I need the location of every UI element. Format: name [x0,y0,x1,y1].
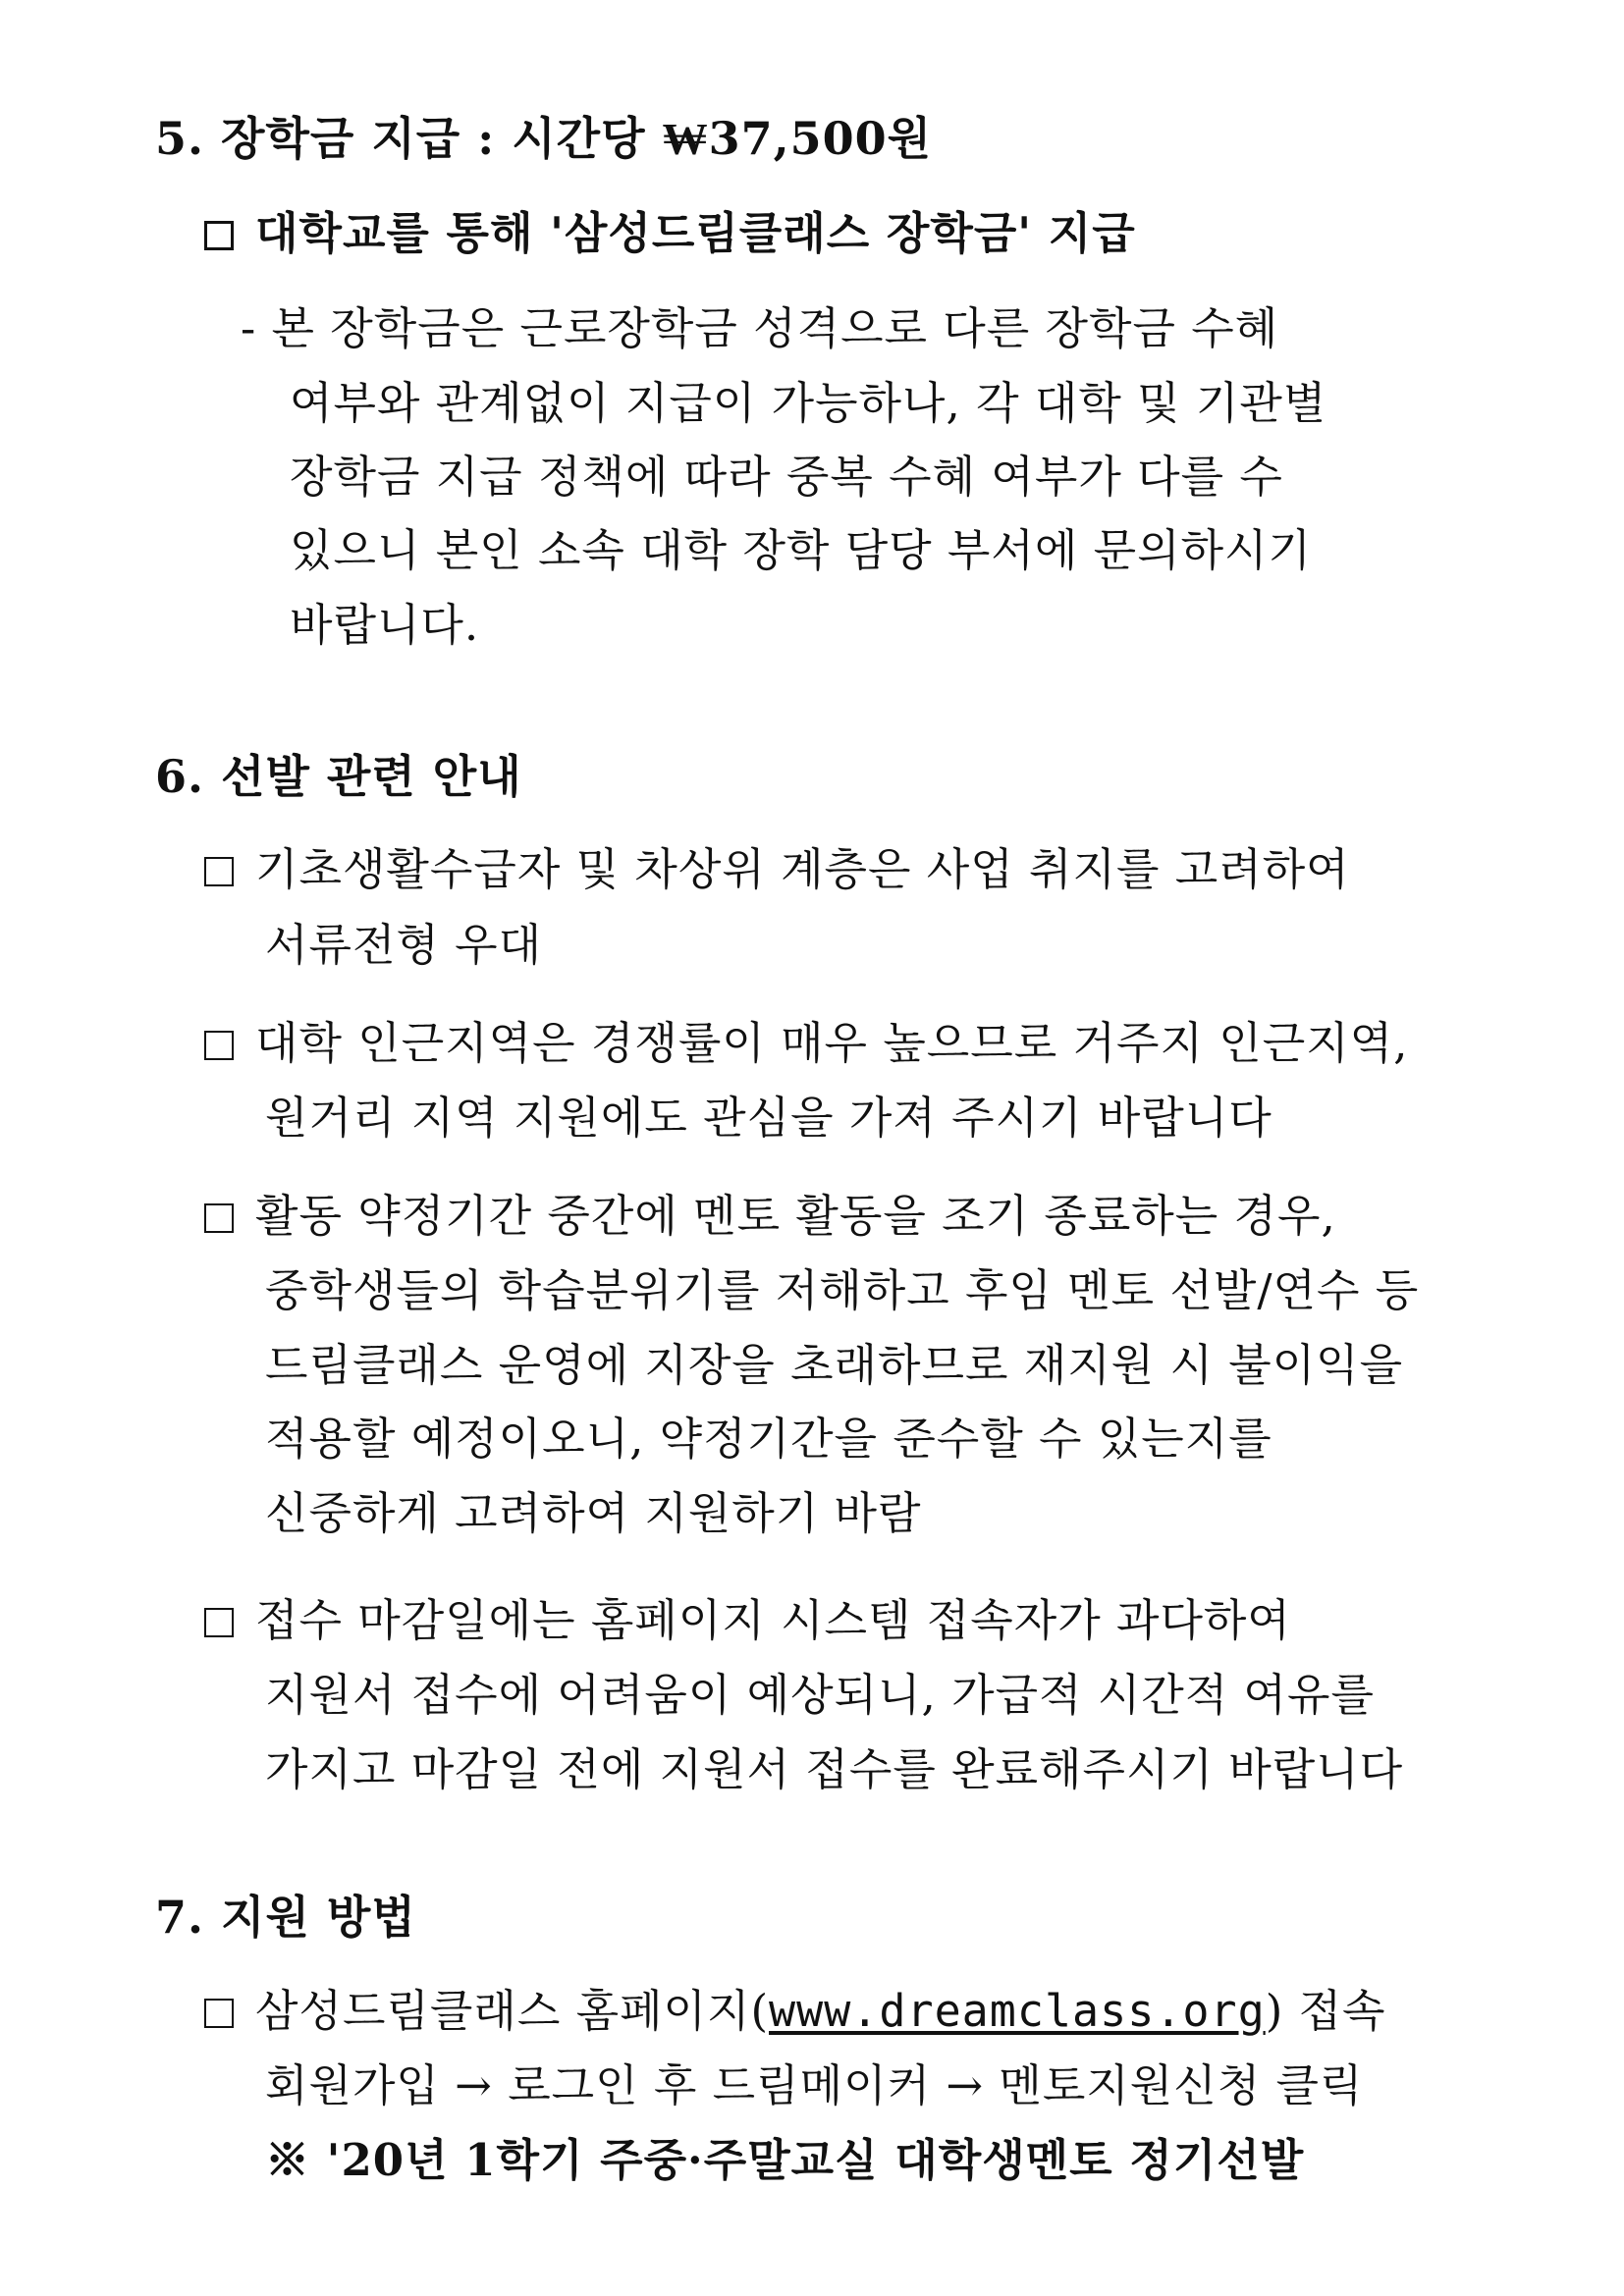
checkbox-icon [204,1608,234,1637]
checkbox-icon [204,1031,234,1060]
section-6-item-text: 서류전형 우대 [265,919,543,971]
section-6-item-text: 접수 마감일에는 홈페이지 시스템 접속자가 과다하여 [255,1594,1291,1646]
section-6-heading: 6. 선발 관련 안내 [155,750,522,803]
checkbox-icon [204,1203,234,1233]
section-6-item-text: 적용할 예정이오니, 약정기간을 준수할 수 있는지를 [265,1413,1272,1465]
section-5-note-line: 바랍니다. [290,599,480,651]
section-6-item-text: 활동 약정기간 중간에 멘토 활동을 조기 종료하는 경우, [255,1190,1336,1242]
section-7-steps: 회원가입 → 로그인 후 드림메이커 → 멘토지원신청 클릭 [265,2059,1364,2111]
section-7-item [204,1985,1386,2037]
dreamclass-link[interactable]: www.dreamclass.org [769,1985,1266,2037]
section-6-item-text: 가지고 마감일 전에 지원서 접수를 완료해주시기 바랍니다 [265,1743,1404,1795]
section-6-item-text: 중학생들의 학습분위기를 저해하고 후임 멘토 선발/연수 등 [265,1264,1420,1316]
section-6-item-text: 대학 인근지역은 경쟁률이 매우 높으므로 거주지 인근지역, [255,1017,1409,1069]
section-6-item-2 [204,1017,1409,1069]
section-6-item-text: 기초생활수급자 및 차상위 계층은 사업 취지를 고려하여 [255,843,1350,895]
section-7-heading: 7. 지원 방법 [155,1891,416,1944]
section-6-item-text: 지원서 접수에 어려움이 예상되니, 가급적 시간적 여유를 [265,1669,1375,1721]
checkbox-icon [204,857,234,886]
section-5-heading: 5. 장학금 지급 : 시간당 ₩37,500원 [155,112,933,165]
section-5-note-line: 있으니 본인 소속 대학 장학 담당 부서에 문의하시기 [290,524,1313,576]
section-6-item-3 [204,1190,1336,1242]
section-6-item-text: 드림클래스 운영에 지장을 초래하므로 재지원 시 불이익을 [265,1339,1404,1391]
checkbox-icon [204,221,234,250]
checkbox-icon [204,1999,234,2028]
section-7-text-after-link: ) 접속 [1265,1985,1386,2037]
section-7-note: ※ '20년 1학기 주중·주말교실 대학생멘토 정기선발 [265,2134,1305,2186]
section-6-item-4 [204,1594,1291,1646]
section-5-note-line: 여부와 관계없이 지급이 가능하나, 각 대학 및 기관별 [290,377,1327,429]
section-5-note-line: 장학금 지급 정책에 따라 중복 수혜 여부가 다를 수 [290,451,1283,503]
section-6-item-text: 신중하게 고려하여 지원하기 바람 [265,1487,922,1539]
section-5-bullet-text: 대학교를 통해 '삼성드림클래스 장학금' 지급 [255,207,1136,259]
section-7-text-before-link: 삼성드림클래스 홈페이지( [255,1985,770,2037]
section-5-note-line: - 본 장학금은 근로장학금 성격으로 다른 장학금 수혜 [241,302,1279,354]
section-6-item-1 [204,843,1350,895]
section-6-item-text: 원거리 지역 지원에도 관심을 가져 주시기 바랍니다 [265,1092,1272,1144]
section-5-bullet [204,207,1136,259]
